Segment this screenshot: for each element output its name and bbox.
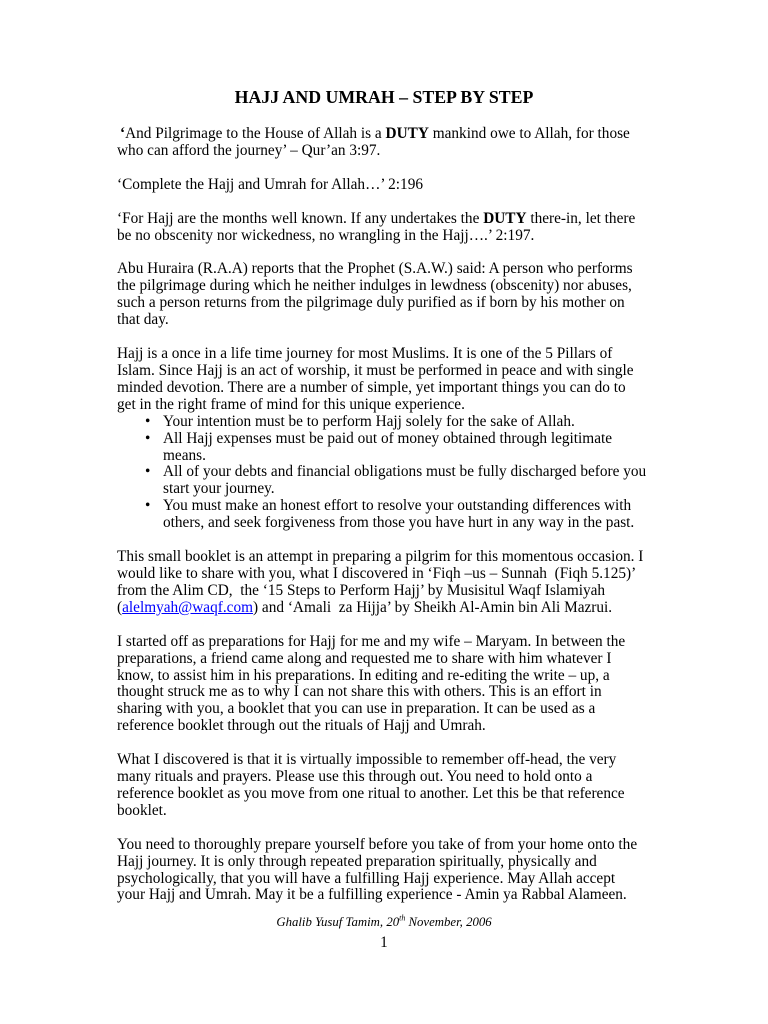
text-line: be no obscenity nor wickedness, no wrangling in the Hajj….’ 2:197.: [117, 226, 535, 244]
text-line: the pilgrimage during which he neither indulges in lewdness (obscenity) nor abuses,: [117, 277, 632, 295]
quran-verse-2-196: [117, 177, 652, 194]
checklist-item: [117, 431, 652, 465]
text-line: preparations, a friend came along and requested me to share with him whatever I: [117, 649, 612, 667]
text-line: reference booklet as you move from one ritual to another. Let this be that reference: [117, 784, 625, 802]
text-line: Hajj journey. It is only through repeated preparation spiritually, physically and: [117, 852, 597, 870]
text-line: Abu Huraira (R.A.A) reports that the Prophet (S.A.W.) said: A person who performs: [117, 260, 633, 278]
checklist-item: [117, 464, 652, 498]
author-signature: [0, 915, 768, 930]
text-line: get in the right frame of mind for this unique experience.: [117, 395, 465, 413]
email-link[interactable]: alelmyah@waqf.com: [122, 598, 253, 616]
text-line: ‘Complete the Hajj and Umrah for Allah…’ 2:196: [117, 175, 424, 193]
sources-paragraph: [117, 549, 652, 617]
text-line: psychologically, that you will have a fulfilling Hajj experience. May Allah accept: [117, 869, 616, 887]
text-line: many rituals and prayers. Please use this through out. You need to hold onto a: [117, 768, 593, 786]
text-line: reference booklet through out the rituals of Hajj and Umrah.: [117, 717, 486, 735]
text-line: I started off as preparations for Hajj for me and my wife – Maryam. In between the: [117, 632, 626, 650]
preparation-checklist: [117, 414, 652, 532]
text-line: who can afford the journey’ – Qur’an 3:97.: [117, 141, 381, 159]
hadith-paragraph: [117, 261, 652, 329]
text-segment: mankind owe to Allah, for those: [428, 125, 630, 142]
quran-verse-2-197: [117, 211, 652, 245]
checklist-item: [117, 498, 652, 532]
text-line: [117, 126, 652, 143]
document-title: HAJJ AND UMRAH – STEP BY STEP: [234, 87, 534, 107]
text-line: means.: [163, 446, 206, 464]
text-line: You need to thoroughly prepare yourself before you take of from your home onto the: [117, 835, 638, 853]
duty-emphasis: DUTY: [385, 125, 429, 142]
text-line: [117, 211, 652, 228]
text-line: minded devotion. There are a number of simple, yet important things you can do to: [117, 378, 626, 396]
text-line: from the Alim CD, the ‘15 Steps to Perform Hajj’ by Musisitul Waqf Islamiyah: [117, 581, 606, 599]
text-line: All Hajj expenses must be paid out of money obtained through legitimate: [163, 429, 613, 447]
story-paragraph: [117, 634, 652, 736]
text-line: You must make an honest effort to resolve your outstanding differences with: [163, 497, 632, 515]
checklist-item: [117, 414, 652, 431]
signature-text: November, 2006: [405, 915, 492, 929]
ordinal-suffix: th: [399, 913, 406, 923]
text-line: would like to share with you, what I discovered in ‘Fiqh –us – Sunnah (Fiqh 5.125)’: [117, 564, 637, 582]
text-line: What I discovered is that it is virtually impossible to remember off-head, the very: [117, 751, 617, 769]
bullet-icon: •: [145, 463, 151, 481]
preparation-paragraph: [117, 837, 652, 905]
discovery-paragraph: [117, 752, 652, 820]
text-segment: (: [117, 598, 123, 616]
text-line: All of your debts and financial obligations must be fully discharged before you: [163, 463, 647, 481]
text-segment: ) and ‘Amali za Hijja’ by Sheikh Al-Amin bin Ali Mazrui.: [253, 598, 613, 616]
text-line: others, and seek forgiveness from those you have hurt in any way in the past.: [163, 514, 635, 532]
introduction-paragraph: [117, 346, 652, 414]
text-line: This small booklet is an attempt in preparing a pilgrim for this momentous occasion. I: [117, 548, 644, 566]
text-line: [117, 600, 652, 617]
bullet-icon: •: [145, 429, 151, 447]
text-line: that day.: [117, 311, 169, 329]
text-segment: there-in, let there: [526, 209, 636, 227]
text-line: your Hajj and Umrah. May it be a fulfilling experience - Amin ya Rabbal Alameen.: [117, 886, 627, 904]
text-line: start your journey.: [163, 480, 275, 498]
signature-text: Ghalib Yusuf Tamim, 20: [276, 915, 400, 929]
text-line: booklet.: [117, 801, 167, 819]
document-body: [117, 126, 652, 904]
text-line: Your intention must be to perform Hajj solely for the sake of Allah.: [163, 412, 575, 430]
text-line: such a person returns from the pilgrimage duly purified as if born by his mother on: [117, 294, 625, 312]
text-segment: ‘For Hajj are the months well known. If any undertakes the: [117, 209, 484, 227]
text-line: Hajj is a once in a life time journey for most Muslims. It is one of the 5 Pillars of: [117, 344, 613, 362]
opening-quote: ‘: [120, 125, 126, 142]
duty-emphasis: DUTY: [483, 209, 527, 227]
text-line: know, to assist him in his preparations. In editing and re-editing the write – up, a: [117, 666, 610, 684]
page-number: 1: [380, 934, 388, 951]
bullet-icon: •: [145, 497, 151, 515]
bullet-icon: •: [145, 412, 151, 430]
quran-verse-3-97: [117, 126, 652, 160]
text-line: thought struck me as to why I can not share this with others. This is an effort in: [117, 683, 602, 701]
text-line: sharing with you, a booklet that you can use in preparation. It can be used as a: [117, 700, 596, 718]
text-segment: And Pilgrimage to the House of Allah is a: [125, 125, 386, 142]
text-line: Islam. Since Hajj is an act of worship, it must be performed in peace and with single: [117, 361, 634, 379]
